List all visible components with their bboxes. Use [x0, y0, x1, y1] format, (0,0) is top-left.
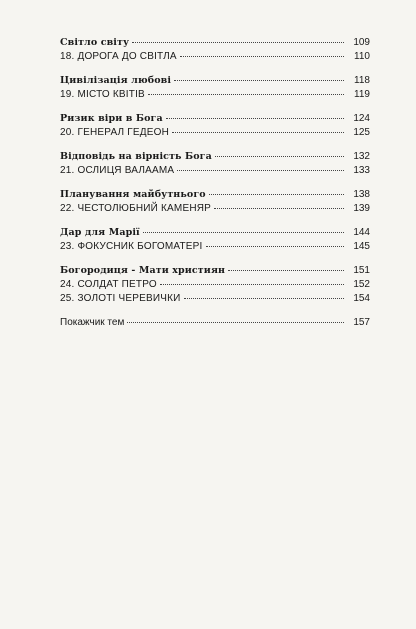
toc-section-row	[60, 74, 370, 88]
toc-chapter-row	[60, 202, 370, 216]
toc-dot-leader	[184, 298, 345, 299]
toc-dot-leader	[174, 80, 344, 81]
toc-dot-leader	[166, 118, 344, 119]
toc-dot-leader	[143, 232, 344, 233]
toc-dot-leader	[215, 156, 344, 157]
group-spacer	[60, 306, 370, 316]
toc-section-title: Планування майбутнього	[60, 189, 206, 200]
toc-page-number: 154	[353, 293, 370, 304]
toc-chapter-row	[60, 278, 370, 292]
toc-dot-leader	[172, 132, 344, 133]
toc-chapter-title: 20. ГЕНЕРАЛ ГЕДЕОН	[60, 127, 170, 138]
toc-section-row	[60, 188, 370, 202]
toc-page-number: 133	[353, 165, 370, 176]
toc-chapter-title: 23. ФОКУСНИК БОГОМАТЕРІ	[60, 241, 203, 252]
toc-page-number: 144	[353, 227, 370, 238]
toc-chapter-row	[60, 88, 370, 102]
toc-dot-leader	[177, 170, 344, 171]
toc-chapter-title: 22. ЧЕСТОЛЮБНИЙ КАМЕНЯР	[60, 203, 212, 214]
toc-index-row	[60, 316, 370, 330]
toc-page-number: 110	[354, 51, 370, 62]
toc-section-row	[60, 150, 370, 164]
toc-page-number: 109	[353, 37, 370, 48]
toc-chapter-row	[60, 164, 370, 178]
toc-page-number: 151	[353, 265, 370, 276]
group-spacer	[60, 254, 370, 264]
toc-chapter-title: 24. СОЛДАТ ПЕТРО	[60, 279, 157, 290]
toc-section-row	[60, 112, 370, 126]
toc-chapter-row	[60, 50, 370, 64]
toc-page-number: 125	[353, 127, 370, 138]
toc-section-title: Ризик віри в Бога	[60, 113, 163, 124]
toc-page-number: 118	[354, 75, 370, 86]
toc-chapter-title: 21. ОСЛИЦЯ ВАЛААМА	[60, 165, 175, 176]
toc-section-row	[60, 264, 370, 278]
toc-chapter-row	[60, 292, 370, 306]
toc-page-number: 132	[353, 151, 370, 162]
group-spacer	[60, 64, 370, 74]
toc-dot-leader	[180, 56, 344, 57]
table-of-contents	[60, 36, 370, 330]
toc-page-number: 119	[354, 89, 370, 100]
toc-dot-leader	[214, 208, 344, 209]
toc-dot-leader	[228, 270, 344, 271]
toc-dot-leader	[148, 94, 344, 95]
toc-section-title: Богородиця - Мати християн	[60, 265, 226, 276]
group-spacer	[60, 178, 370, 188]
toc-chapter-title: 19. МІСТО КВІТІВ	[60, 89, 145, 100]
toc-section-title: Світло світу	[60, 37, 130, 48]
toc-section-title: Дар для Марії	[60, 227, 140, 238]
toc-chapter-title: 18. ДОРОГА ДО СВІТЛА	[60, 51, 177, 62]
toc-page-number: 157	[353, 317, 370, 328]
group-spacer	[60, 102, 370, 112]
toc-dot-leader	[160, 284, 344, 285]
toc-page-number: 145	[353, 241, 370, 252]
toc-page-number: 152	[353, 279, 370, 290]
toc-dot-leader	[127, 322, 344, 323]
group-spacer	[60, 140, 370, 150]
toc-dot-leader	[209, 194, 344, 195]
toc-page-number: 138	[353, 189, 370, 200]
toc-section-title: Цивілізація любові	[60, 75, 172, 86]
toc-page-number: 124	[353, 113, 370, 124]
toc-chapter-title: 25. ЗОЛОТІ ЧЕРЕВИЧКИ	[60, 293, 181, 304]
toc-section-row	[60, 36, 370, 50]
toc-page-number: 139	[353, 203, 370, 214]
toc-index-title: Покажчик тем	[60, 317, 125, 328]
toc-chapter-row	[60, 240, 370, 254]
toc-chapter-row	[60, 126, 370, 140]
toc-dot-leader	[132, 42, 344, 43]
toc-dot-leader	[206, 246, 345, 247]
toc-section-row	[60, 226, 370, 240]
toc-section-title: Відповідь на вірність Бога	[60, 151, 212, 162]
group-spacer	[60, 216, 370, 226]
